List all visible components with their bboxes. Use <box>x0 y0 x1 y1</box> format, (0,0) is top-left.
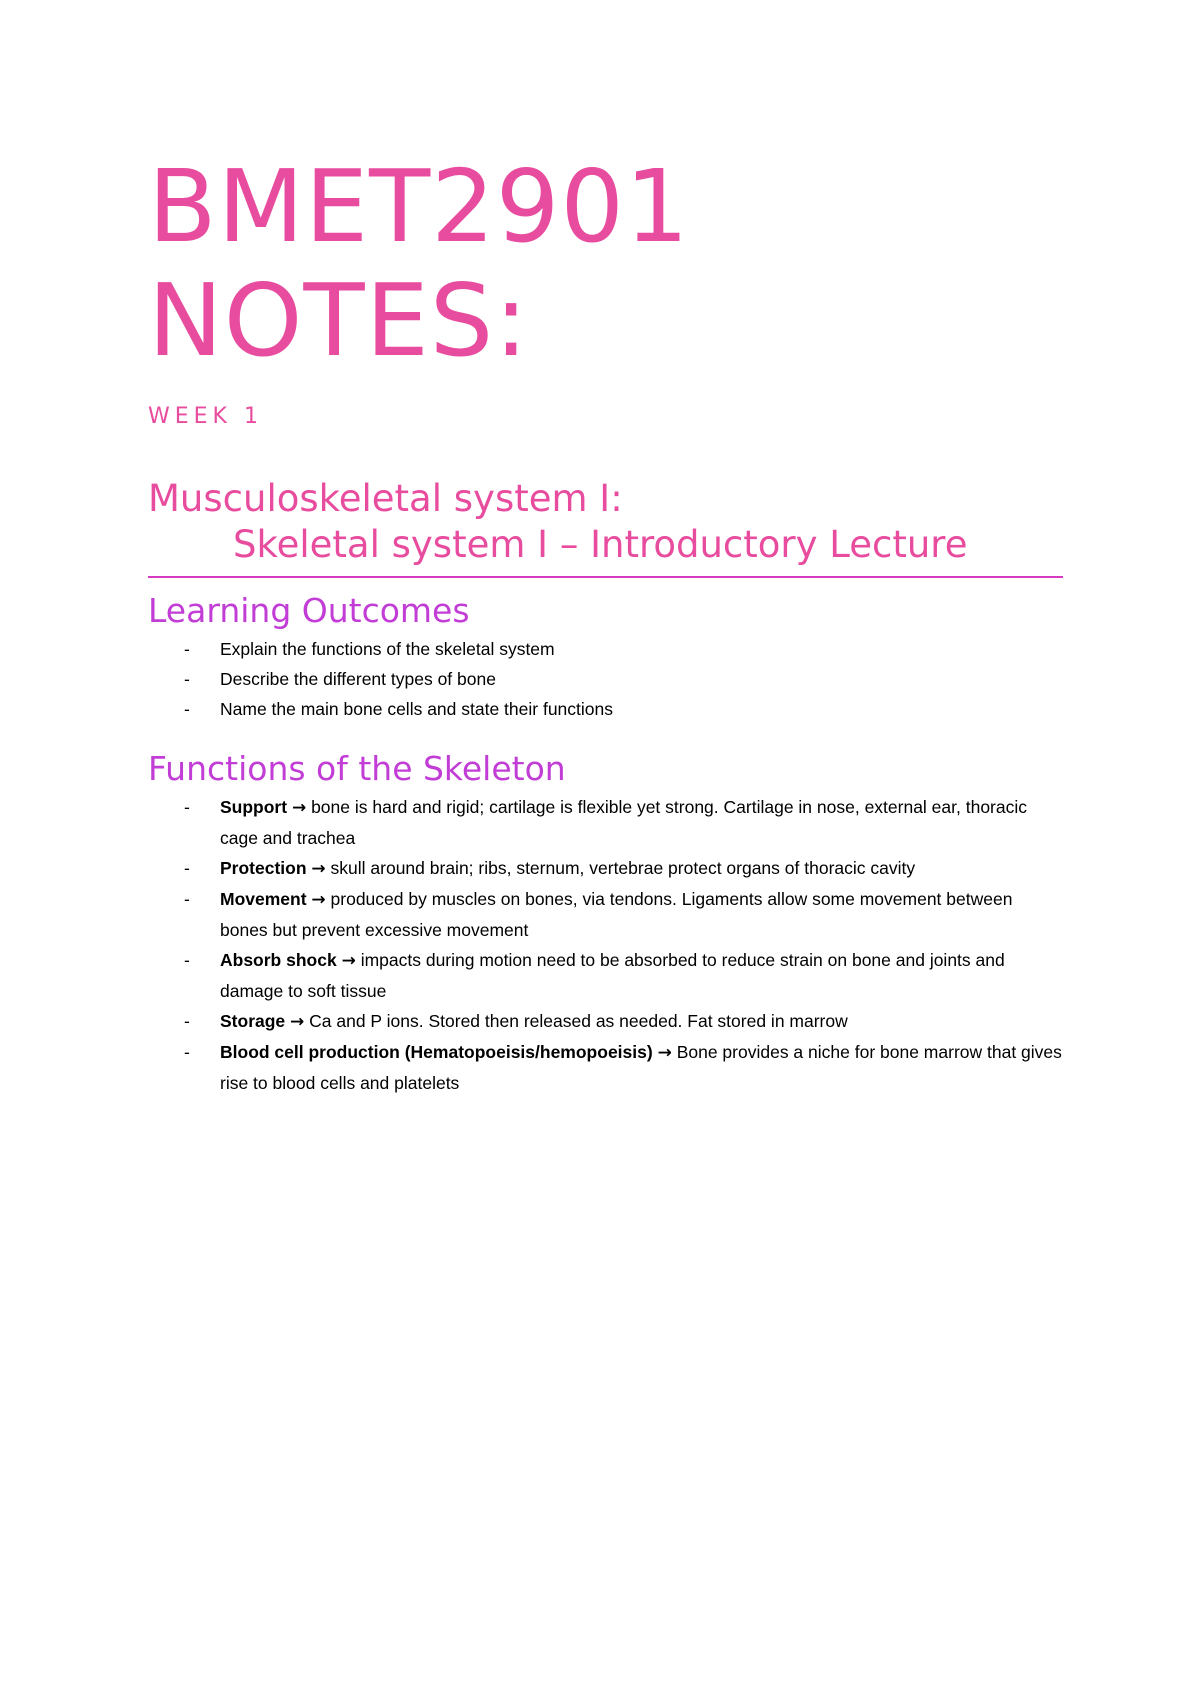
dash-bullet: - <box>184 669 190 689</box>
function-term: Storage <box>220 1011 286 1031</box>
arrow-icon: → <box>291 798 307 818</box>
dash-bullet: - <box>184 1042 190 1062</box>
function-description: produced by muscles on bones, via tendons. Ligaments allow some movement between bones but prevent excessive movement <box>220 889 1013 940</box>
document-title-line-1: BMET2901 <box>148 148 690 265</box>
arrow-icon: → <box>311 859 326 879</box>
dash-bullet: - <box>184 797 190 817</box>
arrow-icon: → <box>657 1043 672 1063</box>
arrow-icon: → <box>341 951 356 971</box>
dash-bullet: - <box>184 889 190 909</box>
learning-outcomes-list <box>148 634 1063 724</box>
list-item <box>148 1037 1063 1098</box>
list-item <box>148 792 1063 853</box>
learning-outcomes-heading: Learning Outcomes <box>148 591 470 630</box>
function-description: skull around brain; ribs, sternum, vertebrae protect organs of thoracic cavity <box>325 858 916 878</box>
lecture-title-line-1: Musculoskeletal system I: <box>148 477 623 520</box>
dash-bullet: - <box>184 1011 190 1031</box>
lecture-title <box>148 476 1063 578</box>
function-description: bone is hard and rigid; cartilage is flexible yet strong. Cartilage in nose, external ear, thoracic cage and trachea <box>220 797 1028 848</box>
list-item <box>148 664 1063 694</box>
arrow-icon: → <box>311 890 326 910</box>
list-item-text: Explain the functions of the skeletal system <box>220 639 555 659</box>
list-item-text: Describe the different types of bone <box>220 669 496 689</box>
arrow-icon: → <box>290 1012 305 1032</box>
list-item <box>148 884 1063 945</box>
list-item <box>148 634 1063 664</box>
functions-heading: Functions of the Skeleton <box>148 749 566 788</box>
function-term: Absorb shock <box>220 950 337 970</box>
function-description: Ca and P ions. Stored then released as needed. Fat stored in marrow <box>304 1011 848 1031</box>
list-item-text: Name the main bone cells and state their functions <box>220 699 613 719</box>
list-item <box>148 694 1063 724</box>
dash-bullet: - <box>184 858 190 878</box>
function-term: Protection <box>220 858 307 878</box>
function-description: impacts during motion need to be absorbed to reduce strain on bone and joints and damage to soft tissue <box>220 950 1005 1001</box>
function-term: Support <box>220 797 288 817</box>
functions-list <box>148 792 1063 1098</box>
page-content <box>148 150 1063 1098</box>
list-item <box>148 1006 1063 1037</box>
dash-bullet: - <box>184 699 190 719</box>
function-term: Blood cell production (Hematopoeisis/hemopoeisis) <box>220 1042 653 1062</box>
dash-bullet: - <box>184 639 190 659</box>
list-item <box>148 945 1063 1006</box>
week-subtitle: WEEK 1 <box>148 404 263 429</box>
document-title-line-2: NOTES: <box>148 262 529 379</box>
list-item <box>148 853 1063 884</box>
function-description: Bone provides a niche for bone marrow that gives rise to blood cells and platelets <box>220 1042 1062 1093</box>
dash-bullet: - <box>184 950 190 970</box>
function-term: Movement <box>220 889 307 909</box>
lecture-title-line-2: Skeletal system I – Introductory Lecture <box>233 523 968 566</box>
